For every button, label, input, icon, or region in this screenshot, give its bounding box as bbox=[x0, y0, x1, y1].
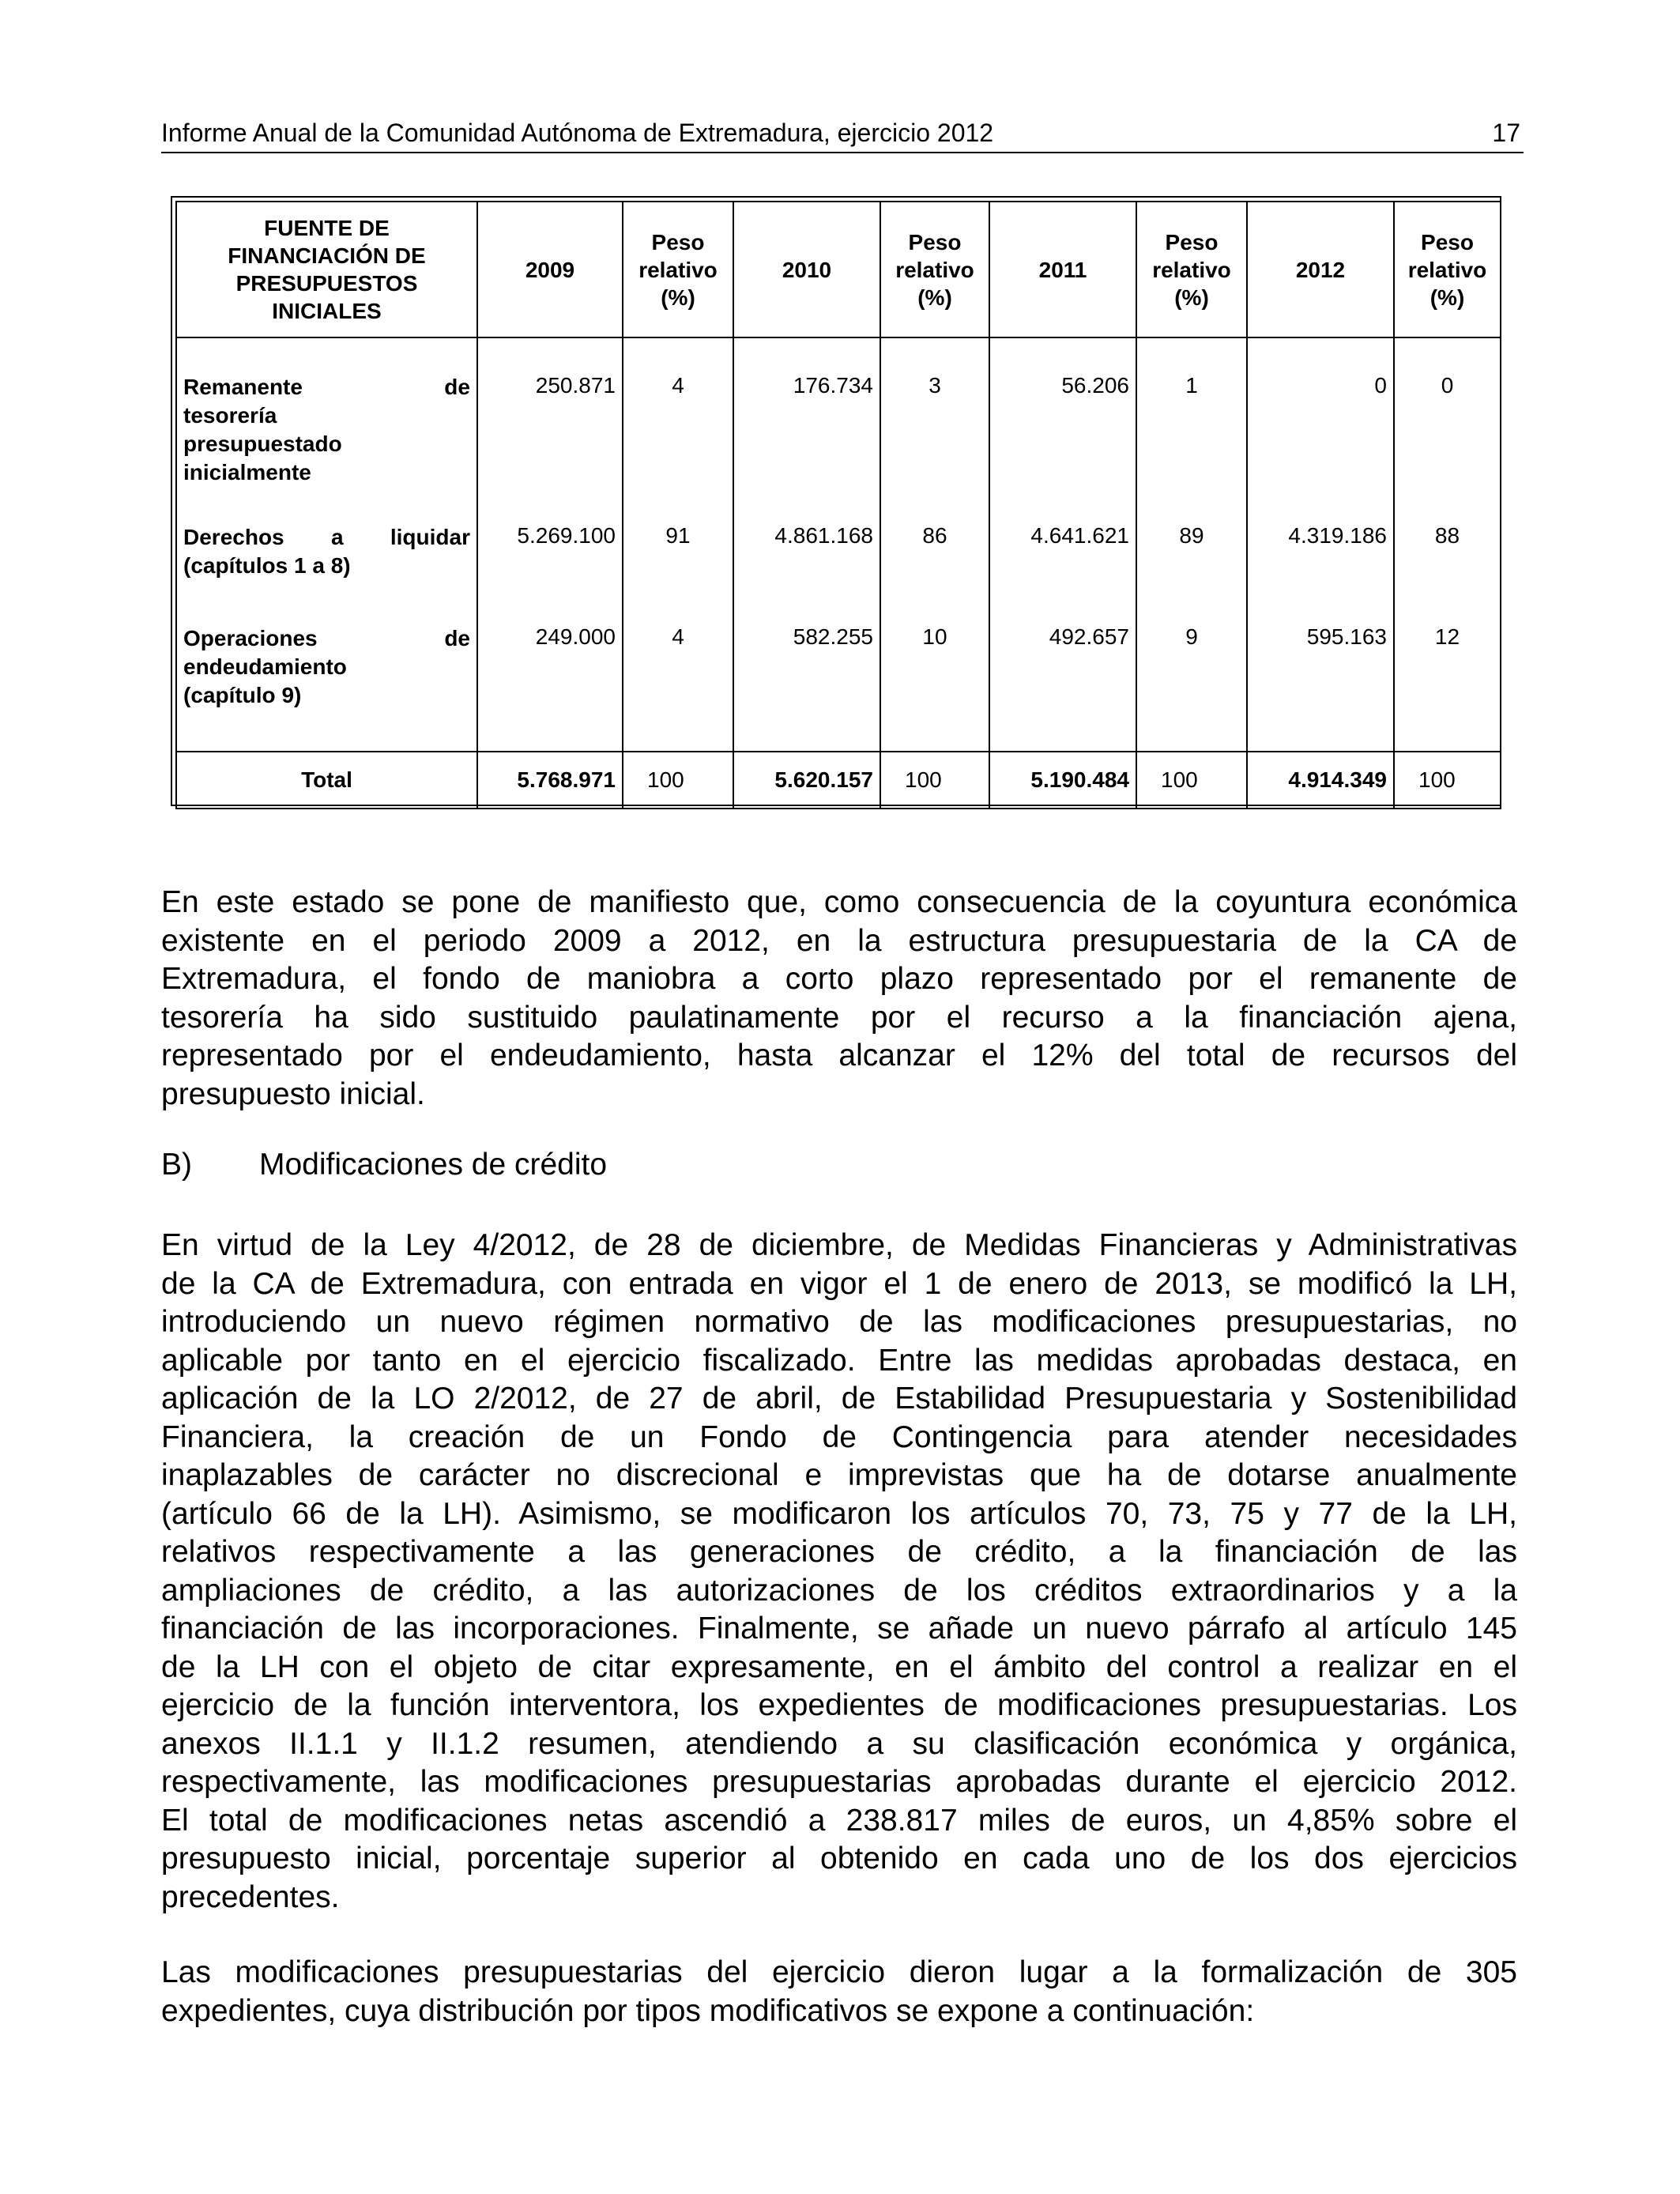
col-header-source: FUENTE DE FINANCIACIÓN DE PRESUPUESTOS INICIALES bbox=[176, 202, 477, 337]
total-weight: 100 bbox=[880, 752, 989, 809]
cell-weight: 88 bbox=[1394, 515, 1501, 616]
cell-value: 250.871 bbox=[477, 337, 623, 515]
paragraph-expedients: Las modificaciones presupuestarias del ejercicio dieron lugar a la formalización de 305 expedientes, cuya distribución por tipos modificativos se expone a continuación: bbox=[161, 1955, 1517, 2028]
cell-value: 595.163 bbox=[1247, 616, 1394, 752]
cell-value: 249.000 bbox=[477, 616, 623, 752]
total-value: 5.190.484 bbox=[989, 752, 1136, 809]
cell-value: 4.641.621 bbox=[989, 515, 1136, 616]
cell-weight: 91 bbox=[623, 515, 733, 616]
paragraph-credit-modifications: En virtud de la Ley 4/2012, de 28 de diciembre, de Medidas Financieras y Administrativas de la CA de Extremadura, con entrada en vigor el 1 de enero de 2013, se modificó la LH, introduciendo un nuevo régimen normativo de las modificaciones presupuestarias, no aplicable por tanto en el ejercicio fiscalizado. Entre las medidas aprobadas destaca, en aplicación de la LO 2/2012, de 27 de abril, de Estabilidad Presupuestaria y Sostenibilidad Financiera, la creación de un Fondo de Contingencia para atender necesidades inaplazables de carácter no discrecional e imprevistas que ha de dotarse anualmente (artículo 66 de la LH). Asimismo, se modificaron los artículos 70, 73, 75 y 77 de la LH, relativos respectivamente a las generaciones de crédito, a la financiación de las ampliaciones de crédito, a las autorizaciones de los créditos extraordinarios y a la financiación de las incorporaciones. Finalmente, se añade un nuevo párrafo al artículo 145 de la LH con el objeto de citar expresamente, en el ámbito del control a realizar en el ejercicio de la función interventora, los expedientes de modificaciones presupuestarias. Los anexos II.1.1 y II.1.2 resumen, atendiendo a su clasificación económica y orgánica, respectivamente, las modificaciones presupuestarias aprobadas durante el ejercicio 2012. El total de modificaciones netas ascendió a 238.817 miles de euros, un 4,85% sobre el presupuesto inicial, porcentaje superior al obtenido en cada uno de los dos ejercicios precedentes. bbox=[161, 1228, 1517, 1914]
col-header-weight-2009: Peso relativo (%) bbox=[623, 202, 733, 337]
col-header-2011: 2011 bbox=[989, 202, 1136, 337]
cell-value: 5.269.100 bbox=[477, 515, 623, 616]
cell-weight: 12 bbox=[1394, 616, 1501, 752]
paragraph-funding-structure: En este estado se pone de manifiesto que, como consecuencia de la coyuntura económica existente en el periodo 2009 a 2012, en la estructura presupuestaria de la CA de Extremadura, el fondo de maniobra a corto plazo representado por el remanente de tesorería ha sido sustituido paulatinamente por el recurso a la financiación ajena, representado por el endeudamiento, hasta alcanzar el 12% del total de recursos del presupuesto inicial. bbox=[161, 885, 1517, 1111]
total-value: 5.620.157 bbox=[733, 752, 880, 809]
table-row bbox=[176, 515, 1501, 616]
cell-value: 492.657 bbox=[989, 616, 1136, 752]
table-row bbox=[176, 616, 1501, 752]
page-header bbox=[161, 119, 1524, 153]
cell-value: 4.861.168 bbox=[733, 515, 880, 616]
table-total-row bbox=[176, 752, 1501, 809]
total-weight: 100 bbox=[1394, 752, 1501, 809]
cell-value: 4.319.186 bbox=[1247, 515, 1394, 616]
financing-table-frame bbox=[171, 196, 1501, 806]
cell-weight: 1 bbox=[1136, 337, 1247, 515]
cell-weight: 0 bbox=[1394, 337, 1501, 515]
table-header-row bbox=[176, 202, 1501, 337]
col-header-2012: 2012 bbox=[1247, 202, 1394, 337]
col-header-weight-2011: Peso relativo (%) bbox=[1136, 202, 1247, 337]
total-label: Total bbox=[176, 752, 477, 809]
cell-weight: 10 bbox=[880, 616, 989, 752]
row-label: Operaciones de endeudamiento (capítulo 9) bbox=[176, 616, 477, 752]
cell-weight: 9 bbox=[1136, 616, 1247, 752]
row-label: Remanente de tesorería presupuestado inicialmente bbox=[176, 337, 477, 515]
col-header-weight-2010: Peso relativo (%) bbox=[880, 202, 989, 337]
financing-table bbox=[175, 201, 1501, 809]
cell-weight: 4 bbox=[623, 616, 733, 752]
cell-value: 56.206 bbox=[989, 337, 1136, 515]
cell-value: 582.255 bbox=[733, 616, 880, 752]
total-weight: 100 bbox=[1136, 752, 1247, 809]
total-value: 4.914.349 bbox=[1247, 752, 1394, 809]
table-row bbox=[176, 337, 1501, 515]
cell-weight: 4 bbox=[623, 337, 733, 515]
col-header-2009: 2009 bbox=[477, 202, 623, 337]
section-letter: B) bbox=[161, 1148, 192, 1182]
total-value: 5.768.971 bbox=[477, 752, 623, 809]
col-header-2010: 2010 bbox=[733, 202, 880, 337]
col-header-weight-2012: Peso relativo (%) bbox=[1394, 202, 1501, 337]
cell-value: 0 bbox=[1247, 337, 1394, 515]
row-label: Derechos a liquidar (capítulos 1 a 8) bbox=[176, 515, 477, 616]
total-weight: 100 bbox=[623, 752, 733, 809]
cell-weight: 86 bbox=[880, 515, 989, 616]
report-title: Informe Anual de la Comunidad Autónoma de Extremadura, ejercicio 2012 bbox=[161, 119, 994, 147]
cell-value: 176.734 bbox=[733, 337, 880, 515]
cell-weight: 89 bbox=[1136, 515, 1247, 616]
page-number: 17 bbox=[1492, 119, 1520, 147]
cell-weight: 3 bbox=[880, 337, 989, 515]
section-title: Modificaciones de crédito bbox=[259, 1148, 608, 1182]
